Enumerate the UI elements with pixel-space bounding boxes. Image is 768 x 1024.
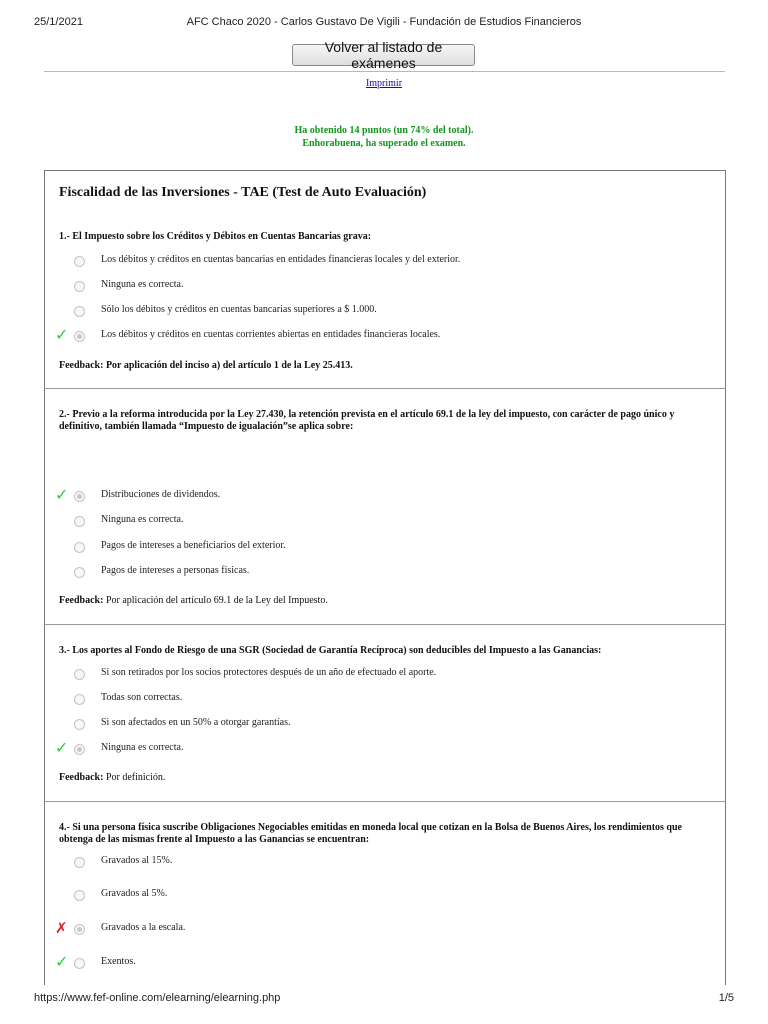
question-card-4 xyxy=(44,801,726,985)
radio-button-selected[interactable] xyxy=(74,491,85,502)
result-mark-icon xyxy=(55,563,71,579)
cross-icon: ✗ xyxy=(55,919,68,937)
answer-option[interactable] xyxy=(45,325,705,345)
option-label: Gravados a la escala. xyxy=(101,922,186,933)
option-label: Todas son correctas. xyxy=(101,692,183,703)
answer-option[interactable] xyxy=(45,738,705,758)
question-card-2 xyxy=(44,388,726,624)
option-label: Los débitos y créditos en cuentas corrientes abiertas en entidades financieras locales. xyxy=(101,329,441,340)
answer-option[interactable] xyxy=(45,717,705,733)
option-label: Gravados al 5%. xyxy=(101,888,168,899)
radio-button[interactable] xyxy=(74,542,85,553)
feedback-text: Por aplicación del inciso a) del artículo 1 de la Ley 25.413. xyxy=(105,360,353,371)
radio-button[interactable] xyxy=(74,857,85,868)
print-date: 25/1/2021 xyxy=(34,16,83,28)
feedback-label: Feedback: xyxy=(59,360,104,371)
feedback-text: Por definición. xyxy=(105,772,166,783)
result-score: Ha obtenido 14 puntos (un 74% del total). xyxy=(294,125,474,136)
print-footer xyxy=(0,992,768,1008)
result-mark-icon xyxy=(55,665,71,681)
radio-button[interactable] xyxy=(74,516,85,527)
question-text: 1.- El Impuesto sobre los Créditos y Débitos en Cuentas Bancarias grava: xyxy=(59,231,372,242)
result-mark-icon xyxy=(55,690,71,706)
radio-button[interactable] xyxy=(74,256,85,267)
exam-title: Fiscalidad de las Inversiones - TAE (Test de Auto Evaluación) xyxy=(59,185,427,200)
print-link[interactable]: Imprimir xyxy=(365,78,403,89)
feedback xyxy=(59,772,165,783)
answer-option[interactable] xyxy=(45,952,705,972)
question-card-1 xyxy=(44,170,726,388)
option-label: Gravados al 15%. xyxy=(101,855,173,866)
feedback xyxy=(59,360,353,371)
answer-option[interactable] xyxy=(45,667,705,683)
answer-option[interactable] xyxy=(45,279,705,295)
answer-option[interactable] xyxy=(45,888,705,904)
radio-button[interactable] xyxy=(74,306,85,317)
check-icon: ✓ xyxy=(55,485,69,504)
result-mark-icon xyxy=(55,715,71,731)
option-label: Si son retirados por los socios protectores después de un año de efectuado el aporte. xyxy=(101,667,437,678)
radio-button-selected[interactable] xyxy=(74,924,85,935)
radio-button[interactable] xyxy=(74,719,85,730)
radio-button[interactable] xyxy=(74,958,85,969)
check-icon: ✓ xyxy=(55,952,69,971)
print-header xyxy=(0,16,768,32)
answer-option[interactable] xyxy=(45,540,705,556)
question-card-3 xyxy=(44,624,726,801)
question-text: 2.- Previo a la reforma introducida por la Ley 27.430, la retención prevista en el artículo 69.1 de la ley del impuesto, con carácter de pago único y definitivo, también llamada “Impuesto de igualación”se aplica sobre: xyxy=(59,409,675,432)
option-label: Pagos de intereses a beneficiarios del exterior. xyxy=(101,540,286,551)
radio-button[interactable] xyxy=(74,669,85,680)
question-text: 4.- Si una persona física suscribe Obligaciones Negociables emitidas en moneda local que cotizan en la Bolsa de Buenos Aires, los rendimientos que obtenga de las mismas frente al Impuesto a las Ganancias se encuentran: xyxy=(59,822,682,845)
answer-option[interactable] xyxy=(45,565,705,581)
radio-button-selected[interactable] xyxy=(74,744,85,755)
answer-option[interactable] xyxy=(45,855,705,871)
result-congrats: Enhorabuena, ha superado el examen. xyxy=(302,138,466,149)
print-title: AFC Chaco 2020 - Carlos Gustavo De Vigili - Fundación de Estudios Financieros xyxy=(186,16,582,28)
option-label: Los débitos y créditos en cuentas bancarias en entidades financieras locales y del exterior. xyxy=(101,254,461,265)
divider xyxy=(44,71,725,72)
page-number: 1/5 xyxy=(718,992,734,1004)
answer-option[interactable] xyxy=(45,485,705,505)
answer-option[interactable] xyxy=(45,254,705,270)
radio-button[interactable] xyxy=(74,567,85,578)
answer-option[interactable] xyxy=(45,514,705,530)
answer-option[interactable] xyxy=(45,692,705,708)
result-mark-icon xyxy=(55,252,71,268)
result-mark-icon xyxy=(55,277,71,293)
question-text: 3.- Los aportes al Fondo de Riesgo de una SGR (Sociedad de Garantía Recíproca) son deducibles del Impuesto a las Ganancias: xyxy=(59,645,602,656)
check-icon: ✓ xyxy=(55,325,69,344)
option-label: Si son afectados en un 50% a otorgar garantías. xyxy=(101,717,291,728)
answer-option[interactable] xyxy=(45,919,705,938)
back-to-exams-button[interactable]: Volver al listado de exámenes xyxy=(292,44,475,66)
radio-button[interactable] xyxy=(74,281,85,292)
feedback-text: Por aplicación del artículo 69.1 de la Ley del Impuesto. xyxy=(105,595,328,606)
result-mark-icon xyxy=(55,538,71,554)
result-mark-icon xyxy=(55,886,71,902)
result-message xyxy=(0,124,768,150)
option-label: Ninguna es correcta. xyxy=(101,514,184,525)
result-mark-icon xyxy=(55,302,71,318)
answer-option[interactable] xyxy=(45,304,705,320)
feedback-label: Feedback: xyxy=(59,595,104,606)
result-mark-icon xyxy=(55,512,71,528)
check-icon: ✓ xyxy=(55,738,69,757)
page-url: https://www.fef-online.com/elearning/elearning.php xyxy=(34,992,281,1004)
option-label: Sólo los débitos y créditos en cuentas bancarias superiores a $ 1.000. xyxy=(101,304,377,315)
option-label: Exentos. xyxy=(101,956,136,967)
result-mark-icon xyxy=(55,853,71,869)
option-label: Ninguna es correcta. xyxy=(101,279,184,290)
radio-button-selected[interactable] xyxy=(74,331,85,342)
option-label: Pagos de intereses a personas físicas. xyxy=(101,565,250,576)
radio-button[interactable] xyxy=(74,890,85,901)
feedback-label: Feedback: xyxy=(59,772,104,783)
option-label: Ninguna es correcta. xyxy=(101,742,184,753)
feedback xyxy=(59,595,328,606)
radio-button[interactable] xyxy=(74,694,85,705)
option-label: Distribuciones de dividendos. xyxy=(101,489,221,500)
